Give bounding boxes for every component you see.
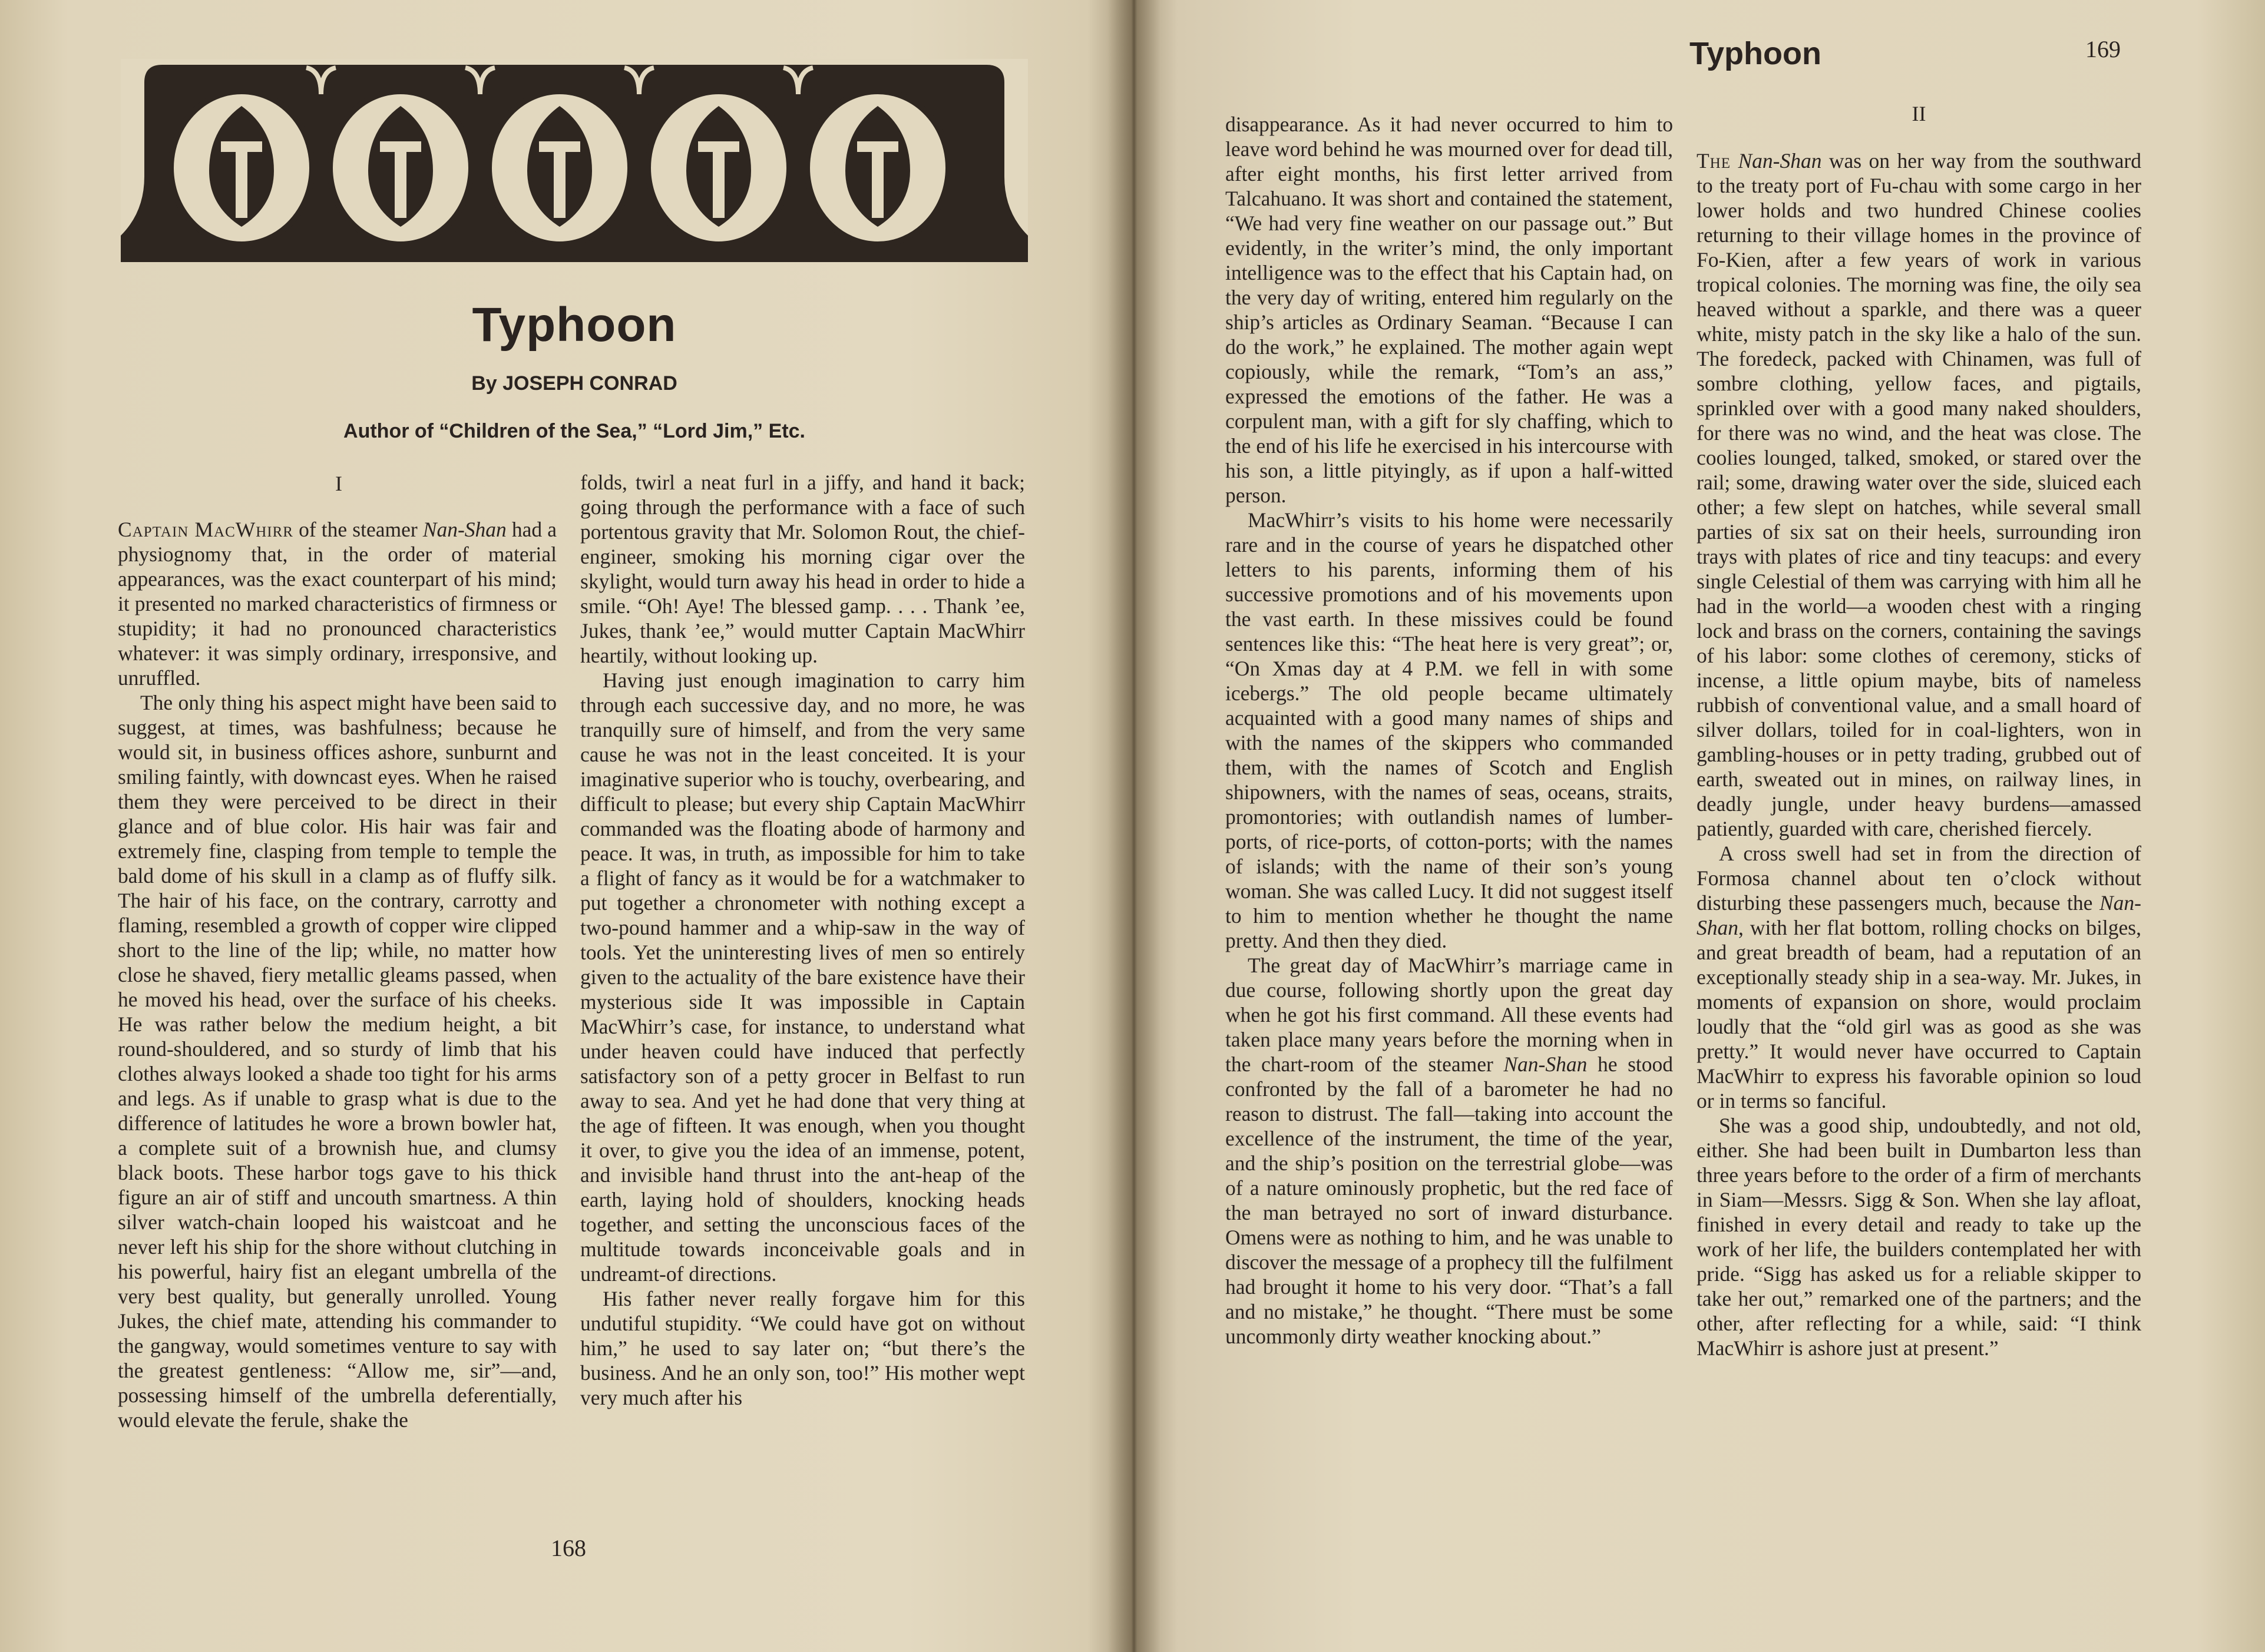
paragraph: A cross swell had set in from the direction of Formosa channel about ten o’clock without disturbing these passengers much, because the Nan-Shan, with her flat bottom, rolling chocks on bilges, and great breadth of beam, had a reputation of an exceptionally steady ship in a sea-way. Mr. Jukes, in moments of expansion on shore, would proclaim loudly that the “old girl was as good as she was pretty.” It would never have occurred to Captain MacWhirr to express his favorable opinion so loud or in terms so fanciful. [1697, 842, 2141, 1113]
paragraph: folds, twirl a neat furl in a jiffy, and hand it back; going through the performance with a face of such portentous gravity that Mr. Solomon Rout, the chief-engineer, smoking his morning cigar over the skylight, would turn away his head in order to hide a smile. “Oh! Aye! The blessed gamp. . . . Thank ’ee, Jukes, thank ’ee,” would mutter Captain MacWhirr heartily, without looking up. [580, 471, 1025, 667]
paragraph: His father never really forgave him for this undutiful stupidity. “We could have got on without him,” he used to say later on; “but there’s the business. And he an only son, too!” His mother wept very much after his [580, 1287, 1025, 1409]
right-column-1 [1225, 112, 1673, 1349]
section-number-2: II [1912, 102, 1926, 125]
paragraph: She was a good ship, undoubtedly, and not old, either. She had been built in Dumbarton less than three years before to the order of a firm of merchants in Siam—Messrs. Sigg & Son. When she lay afloat, finished in every detail and ready to take up the work of her life, the builders contemplated her with pride. “Sigg has asked us for a reliable skipper to take her out,” remarked one of the partners; and the other, after reflecting for a while, said: “I think MacWhirr is ashore just at present.” [1697, 1114, 2141, 1360]
left-page [0, 0, 1119, 1652]
section-number: I [335, 472, 342, 495]
paragraph: The great day of MacWhirr’s marriage came in due course, following shortly upon the great day when he got his first command. All these events had taken place many years before the morning when in the chart-room of the steamer Nan-Shan he stood confronted by the fall of a barometer he had no reason to distrust. The fall—taking into account the excellence of the instrument, the time of the year, and the ship’s position on the terrestrial globe—was of a nature ominously prophetic, but the red face of the man betrayed no sort of inward disturbance. Omens were as nothing to him, and he was unable to discover the message of a prophecy till the fulfilment had brought it home to his very door. “That’s a fall and no mistake,” he thought. “There must be some uncommonly dirty weather knocking about.” [1225, 954, 1673, 1348]
article-title: Typhoon [472, 298, 677, 352]
left-column-1 [118, 517, 557, 1432]
author-credits: Author of “Children of the Sea,” “Lord Jim,” Etc. [343, 420, 805, 442]
page-number-left: 168 [551, 1535, 586, 1561]
lead-in: Captain MacWhirr [118, 518, 293, 541]
byline: By JOSEPH CONRAD [471, 372, 677, 395]
running-head: Typhoon [1689, 36, 1821, 71]
ship-name: Nan-Shan [1738, 149, 1822, 173]
left-column-2 [580, 470, 1025, 1410]
paragraph: Captain MacWhirr of the steamer Nan-Shan had a physiognomy that, in the order of material appearances, was the exact counterpart of his mind; it presented no marked characteristics of firmness or stupidity; it had no pronounced characteristics whatever: it was simply ordinary, irresponsive, and unruffled. [118, 518, 557, 690]
lead-in: The [1697, 149, 1731, 173]
art-nouveau-header-ornament [121, 59, 1028, 262]
paragraph: MacWhirr’s visits to his home were necessarily rare and in the course of years he dispatched other letters to his parents, informing them of his successive promotions and of his movements upon the vast earth. In these missives could be found sentences like this: “The heat here is very great”; or, “On Xmas day at 4 P.M. we fell in with some icebergs.” The old people became ultimately acquainted with a good many names of ships and with the names of the skippers who commanded them, with the names of Scotch and English shipowners, with the names of seas, oceans, straits, promontories; with outlandish names of lumber-ports, of rice-ports, of cotton-ports; with the names of islands; with the name of their son’s young woman. She was called Lucy. It did not suggest itself to him to mention whether he thought the name pretty. And then they died. [1225, 508, 1673, 952]
page-number-right: 169 [2085, 36, 2121, 62]
right-column-2 [1697, 148, 2141, 1360]
paragraph: The only thing his aspect might have been said to suggest, at times, was bashfulness; because he would sit, in business offices ashore, sunburnt and smiling faintly, with downcast eyes. When he raised them they were perceived to be direct in their glance and of blue color. His hair was fair and extremely fine, clasping from temple to temple the bald dome of his skull in a clamp as of fluffy silk. The hair of his face, on the contrary, carrotty and flaming, resembled a growth of copper wire clipped short to the line of the lip; while, no matter how close he shaved, fiery metallic gleams passed, when he moved his head, over the surface of his cheeks. He was rather below the medium height, a bit round-shouldered, and so sturdy of limb that his clothes always looked a shade too tight for his arms and legs. As if unable to grasp what is due to the difference of latitudes he wore a brown bowler hat, a complete suit of a brownish hue, and clumsy black boots. These harbor togs gave to his thick figure an air of stiff and uncouth smartness. A thin silver watch-chain looped his waistcoat and he never left his ship for the shore without clutching in his powerful, hairy fist an elegant umbrella of the very best quality, but generally unrolled. Young Jukes, the chief mate, attending his commander to the gangway, would sometimes venture to say with the greatest gentleness: “Allow me, sir”—and, possessing himself of the umbrella deferentially, would elevate the ferule, shake the [118, 691, 557, 1432]
ship-name: Nan-Shan [1503, 1052, 1588, 1076]
paragraph: The Nan-Shan was on her way from the southward to the treaty port of Fu-chau with some cargo in her lower holds and two hundred Chinese coolies returning to their village homes in the province of Fo-Kien, after a few years of work in various tropical colonies. The morning was fine, the oily sea heaved without a sparkle, and there was a queer white, misty patch in the sky like a halo of the sun. The foredeck, packed with Chinamen, was full of sombre clothing, yellow faces, and pigtails, sprinkled over with a good many naked shoulders, for there was no wind, and the heat was close. The coolies lounged, talked, smoked, or stared over the rail; some, drawing water over the side, sluiced each other; a few slept on hatches, while several small parties of six sat on their heels, surrounding iron trays with plates of rice and tiny teacups: and every single Celestial of them was carrying with him all he had in the world—a wooden chest with a ringing lock and brass on the corners, containing the savings of his labor: some clothes of ceremony, sticks of incense, a little opium maybe, bits of nameless rubbish of conventional value, and a small hoard of silver dollars, toiled for in coal-lighters, won in gambling-houses or in petty trading, grubbed out of earth, sweated out in mines, on railway lines, in deadly jungle, under heavy burdens—amassed patiently, guarded with care, cherished fiercely. [1697, 149, 2142, 840]
paragraph: Having just enough imagination to carry him through each successive day, and no more, he was tranquilly sure of himself, and from the very same cause he was not in the least conceited. It is your imaginative superior who is touchy, overbearing, and difficult to please; but every ship Captain MacWhirr commanded was the floating abode of harmony and peace. It was, in truth, as impossible for him to take a flight of fancy as it would be for a watchmaker to put together a chronometer with nothing except a two-pound hammer and a whip-saw in the way of tools. Yet the uninteresting lives of men so entirely given to the actuality of the bare existence have their mysterious side It was impossible in Captain MacWhirr’s case, for instance, to understand what under heaven could have induced that perfectly satisfactory son of a petty grocer in Belfast to run away to sea. And yet he had done that very thing at the age of fifteen. It was enough, when you thought it over, to give you the idea of an immense, potent, and invisible hand thrust into the ant-heap of the earth, laying hold of shoulders, knocking heads together, and setting the unconscious faces of the multitude towards inconceivable goals and in undreamt-of directions. [580, 668, 1025, 1286]
ship-name: Nan-Shan [422, 518, 507, 541]
ship-name: Nan-Shan [1697, 891, 2141, 939]
paragraph: disappearance. As it had never occurred to him to leave word behind he was mourned over for dead till, after eight months, his first letter arrived from Talcahuano. It was short and contained the statement, “We had very fine weather on our passage out.” But evidently, in the writer’s mind, the only important intelligence was to the effect that his Captain had, on the very day of writing, entered him regularly on the ship’s articles as Ordinary Seaman. “Because I can do the work,” he explained. The mother again wept copiously, while the remark, “Tom’s an ass,” expressed the emotions of the father. He was a corpulent man, with a gift for sly chaffing, which to the end of his life he exercised in his intercourse with his son, a little pityingly, as if upon a half-witted person. [1225, 112, 1673, 507]
